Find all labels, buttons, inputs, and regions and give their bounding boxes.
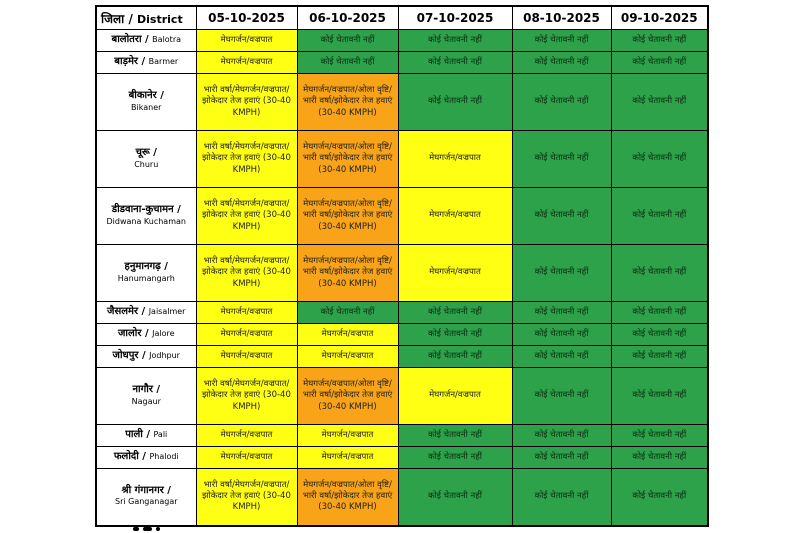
warning-cell (297, 245, 398, 302)
warning-text: मेघगर्जन/वज्रपात (429, 267, 481, 278)
district-name-hi: श्री गंगानगर (121, 484, 164, 496)
warning-cell (196, 188, 297, 245)
table-row (96, 188, 708, 245)
district-name-cell (96, 245, 196, 302)
name-separator: / (152, 384, 161, 396)
warning-text: मेघगर्जन/वज्रपात (429, 153, 481, 164)
warning-cell (512, 245, 611, 302)
warning-text: मेघगर्जन/वज्रपात (429, 210, 481, 221)
district-name-hi: चूरू (135, 147, 150, 159)
warning-text: मेघगर्जन/वज्रपात (321, 429, 374, 440)
district-name-cell (96, 324, 196, 346)
district-name-cell (96, 188, 196, 245)
warning-cell (196, 74, 297, 131)
warning-text: कोई चेतावनी नहीं (534, 429, 589, 440)
warning-text: मेघगर्जन/वज्रपात (220, 306, 273, 317)
warning-text: मेघगर्जन/वज्रपात (220, 328, 273, 339)
date-header-1: 05-10-2025 (196, 6, 297, 30)
warning-cell (297, 131, 398, 188)
warning-text: मेघगर्जन/वज्रपात (220, 350, 273, 361)
warning-text: कोई चेतावनी नहीं (428, 429, 482, 440)
warning-cell (398, 368, 512, 425)
district-name-en: Jalore (152, 329, 175, 339)
warning-cell (196, 245, 297, 302)
warning-text: कोई चेतावनी नहीं (534, 96, 589, 107)
district-header-hi: जिला (101, 11, 125, 26)
warning-cell (398, 30, 512, 52)
district-name-cell (96, 447, 196, 469)
warning-cell (512, 74, 611, 131)
warning-cell (297, 302, 398, 324)
warning-cell (611, 425, 708, 447)
district-name-hi: बाड़मेर (114, 56, 139, 68)
warning-cell (196, 302, 297, 324)
name-separator: / (160, 261, 168, 273)
warning-cell (297, 52, 398, 74)
district-name-cell (96, 74, 196, 131)
district-name-cell (96, 52, 196, 74)
warning-cell (297, 30, 398, 52)
warning-text: कोई चेतावनी नहीं (632, 429, 687, 440)
warning-cell (512, 30, 611, 52)
warning-text: भारी वर्षा/मेघगर्जन/वज्रपात/झोकेदार तेज हवाएं (30-40 KMPH) (202, 142, 291, 175)
district-name-cell (96, 302, 196, 324)
date-header-5: 09-10-2025 (611, 6, 708, 30)
warning-text: कोई चेतावनी नहीं (320, 34, 375, 45)
warning-cell (297, 425, 398, 447)
table-row (96, 52, 708, 74)
warning-cell (512, 368, 611, 425)
warning-text: कोई चेतावनी नहीं (534, 34, 589, 45)
warning-text: मेघगर्जन/वज्रपात (220, 429, 273, 440)
warning-text: कोई चेतावनी नहीं (534, 210, 589, 221)
header-row (96, 6, 708, 30)
warning-cell (512, 302, 611, 324)
warning-cell (611, 188, 708, 245)
district-name-en: Sri Ganganagar (114, 497, 178, 507)
warning-text: मेघगर्जन/वज्रपात (321, 328, 374, 339)
cropped-bottom-text (95, 523, 705, 533)
warning-text: कोई चेतावनी नहीं (632, 56, 687, 67)
warning-cell (398, 346, 512, 368)
district-name-hi: जोधपुर (112, 350, 139, 362)
warning-text: कोई चेतावनी नहीं (428, 34, 482, 45)
district-warning-table (95, 5, 709, 527)
table-row (96, 469, 708, 526)
warning-text: भारी वर्षा/मेघगर्जन/वज्रपात/झोकेदार तेज हवाएं (30-40 KMPH) (202, 85, 291, 118)
table-row (96, 324, 708, 346)
district-name-en: Bikaner (131, 102, 162, 112)
warning-text: कोई चेतावनी नहीं (632, 34, 687, 45)
district-name-hi: बालोतरा (111, 34, 142, 46)
district-name-hi: जालोर (117, 328, 142, 340)
warning-cell (297, 188, 398, 245)
warning-text: भारी वर्षा/मेघगर्जन/वज्रपात/झोकेदार तेज हवाएं (30-40 KMPH) (202, 256, 291, 289)
district-name-en: Pali (153, 430, 168, 440)
header-separator: / (124, 11, 138, 26)
warning-cell (512, 447, 611, 469)
warning-cell (512, 188, 611, 245)
district-name-hi: जैसलमेर (107, 306, 139, 318)
warning-cell (512, 469, 611, 526)
warning-cell (398, 469, 512, 526)
warning-text: कोई चेतावनी नहीं (320, 56, 375, 67)
table-row (96, 368, 708, 425)
warning-text: कोई चेतावनी नहीं (632, 210, 687, 221)
warning-text: कोई चेतावनी नहीं (632, 390, 687, 401)
warning-text: कोई चेतावनी नहीं (428, 306, 482, 317)
district-name-hi: हनुमानगढ़ (124, 261, 161, 273)
warning-text: मेघगर्जन/वज्रपात/ओला वृष्टि/भारी वर्षा/झोकेदार तेज हवाएं (30-40 KMPH) (302, 142, 393, 175)
warning-text: कोई चेतावनी नहीं (632, 328, 687, 339)
warning-cell (611, 368, 708, 425)
district-name-en: Barmer (148, 57, 179, 67)
warning-text: कोई चेतावनी नहीं (534, 153, 589, 164)
table-row (96, 447, 708, 469)
warning-cell (398, 425, 512, 447)
warning-text: मेघगर्जन/वज्रपात/ओला वृष्टि/भारी वर्षा/झोकेदार तेज हवाएं (30-40 KMPH) (302, 379, 393, 412)
warning-text: मेघगर्जन/वज्रपात (220, 451, 273, 462)
district-name-cell (96, 346, 196, 368)
district-name-en: Phalodi (149, 452, 179, 462)
warning-cell (512, 346, 611, 368)
warning-text: कोई चेतावनी नहीं (632, 350, 687, 361)
district-name-hi: पाली (125, 429, 143, 441)
warning-text: मेघगर्जन/वज्रपात (321, 451, 374, 462)
warning-cell (611, 302, 708, 324)
district-name-cell (96, 469, 196, 526)
warning-text: कोई चेतावनी नहीं (534, 491, 589, 502)
district-name-hi: नागौर (132, 384, 153, 396)
name-separator: / (163, 484, 171, 496)
district-header-en: District (137, 12, 183, 26)
warning-cell (398, 74, 512, 131)
district-name-en: Jaisalmer (148, 307, 186, 317)
name-separator: / (138, 306, 149, 318)
warning-text: मेघगर्जन/वज्रपात/ओला वृष्टि/भारी वर्षा/झोकेदार तेज हवाएं (30-40 KMPH) (302, 256, 393, 289)
district-name-en: Nagaur (131, 396, 161, 406)
warning-cell (297, 447, 398, 469)
warning-text: कोई चेतावनी नहीं (428, 491, 482, 502)
warning-text: कोई चेतावनी नहीं (428, 328, 482, 339)
warning-text: कोई चेतावनी नहीं (428, 96, 482, 107)
table-body (96, 30, 708, 526)
district-name-hi: डीडवाना-कुचामन (111, 204, 174, 216)
warning-cell (196, 469, 297, 526)
table-row (96, 30, 708, 52)
warning-cell (196, 30, 297, 52)
district-name-hi: फलोदी (113, 451, 139, 463)
warning-text: कोई चेतावनी नहीं (534, 390, 589, 401)
district-name-en: Churu (134, 159, 159, 169)
warning-text: कोई चेतावनी नहीं (632, 153, 687, 164)
warning-text: कोई चेतावनी नहीं (534, 56, 589, 67)
name-separator: / (173, 204, 181, 216)
district-name-cell (96, 425, 196, 447)
warning-cell (297, 368, 398, 425)
district-name-cell (96, 368, 196, 425)
warning-text: मेघगर्जन/वज्रपात/ओला वृष्टि/भारी वर्षा/झोकेदार तेज हवाएं (30-40 KMPH) (302, 479, 393, 513)
warning-cell (611, 52, 708, 74)
warning-text: मेघगर्जन/वज्रपात (220, 34, 273, 45)
warning-text: कोई चेतावनी नहीं (632, 306, 687, 317)
warning-text: कोई चेतावनी नहीं (428, 451, 482, 462)
warning-cell (297, 469, 398, 526)
table-row (96, 346, 708, 368)
warning-text: कोई चेतावनी नहीं (534, 350, 589, 361)
warning-text: भारी वर्षा/मेघगर्जन/वज्रपात/झोकेदार तेज हवाएं (30-40 KMPH) (202, 199, 291, 232)
warning-cell (196, 425, 297, 447)
warning-cell (196, 324, 297, 346)
warning-cell (512, 131, 611, 188)
warning-cell (398, 324, 512, 346)
district-name-cell (96, 30, 196, 52)
warning-cell (398, 302, 512, 324)
table-row (96, 302, 708, 324)
warning-text: कोई चेतावनी नहीं (534, 451, 589, 462)
warning-text: कोई चेतावनी नहीं (320, 306, 375, 317)
name-separator: / (138, 56, 149, 68)
warning-cell (297, 324, 398, 346)
warning-text: मेघगर्जन/वज्रपात (220, 56, 273, 67)
warning-text: कोई चेतावनी नहीं (534, 267, 589, 278)
warning-cell (611, 74, 708, 131)
warning-text: मेघगर्जन/वज्रपात/ओला वृष्टि/भारी वर्षा/झोकेदार तेज हवाएं (30-40 KMPH) (302, 85, 393, 118)
warning-text: कोई चेतावनी नहीं (534, 306, 589, 317)
date-header-4: 08-10-2025 (512, 6, 611, 30)
warning-text: मेघगर्जन/वज्रपात (321, 350, 374, 361)
warning-cell (398, 447, 512, 469)
name-separator: / (141, 328, 153, 340)
name-separator: / (149, 147, 157, 159)
warning-text: कोई चेतावनी नहीं (632, 451, 687, 462)
district-column-header (96, 6, 196, 30)
warning-cell (398, 188, 512, 245)
warning-text: कोई चेतावनी नहीं (428, 350, 482, 361)
name-separator: / (141, 34, 153, 46)
warning-text: भारी वर्षा/मेघगर्जन/वज्रपात/झोकेदार तेज हवाएं (30-40 KMPH) (202, 479, 291, 513)
district-name-cell (96, 131, 196, 188)
warning-cell (196, 52, 297, 74)
warning-cell (196, 346, 297, 368)
district-name-en: Jodhpur (149, 351, 180, 361)
name-separator: / (142, 429, 154, 441)
name-separator: / (138, 451, 150, 463)
warning-cell (611, 469, 708, 526)
date-header-2: 06-10-2025 (297, 6, 398, 30)
warning-cell (398, 131, 512, 188)
table-row (96, 74, 708, 131)
warning-text: भारी वर्षा/मेघगर्जन/वज्रपात/झोकेदार तेज हवाएं (30-40 KMPH) (202, 379, 291, 412)
warning-cell (611, 447, 708, 469)
warning-cell (196, 368, 297, 425)
warning-cell (512, 52, 611, 74)
warning-text: कोई चेतावनी नहीं (428, 56, 482, 67)
warning-text: कोई चेतावनी नहीं (632, 267, 687, 278)
warning-text: कोई चेतावनी नहीं (632, 96, 687, 107)
warning-cell (297, 74, 398, 131)
warning-cell (611, 131, 708, 188)
warning-text: मेघगर्जन/वज्रपात (429, 390, 481, 401)
warning-cell (512, 324, 611, 346)
warning-cell (398, 52, 512, 74)
warning-cell (398, 245, 512, 302)
date-header-3: 07-10-2025 (398, 6, 512, 30)
district-name-en: Balotra (152, 35, 182, 45)
warning-cell (297, 346, 398, 368)
warning-text: कोई चेतावनी नहीं (534, 328, 589, 339)
warning-cell (611, 324, 708, 346)
table-row (96, 245, 708, 302)
table-row (96, 425, 708, 447)
warning-cell (196, 447, 297, 469)
table-row (96, 131, 708, 188)
warning-cell (512, 425, 611, 447)
warning-text: मेघगर्जन/वज्रपात/ओला वृष्टि/भारी वर्षा/झोकेदार तेज हवाएं (30-40 KMPH) (302, 199, 393, 232)
district-name-hi: बीकानेर (128, 90, 157, 102)
district-name-en: Hanumangarh (117, 273, 175, 283)
name-separator: / (156, 90, 164, 102)
warning-cell (611, 30, 708, 52)
district-name-en: Didwana Kuchaman (106, 216, 186, 226)
warning-cell (611, 346, 708, 368)
warning-cell (611, 245, 708, 302)
warning-cell (196, 131, 297, 188)
warning-text: कोई चेतावनी नहीं (632, 491, 687, 502)
name-separator: / (138, 350, 150, 362)
